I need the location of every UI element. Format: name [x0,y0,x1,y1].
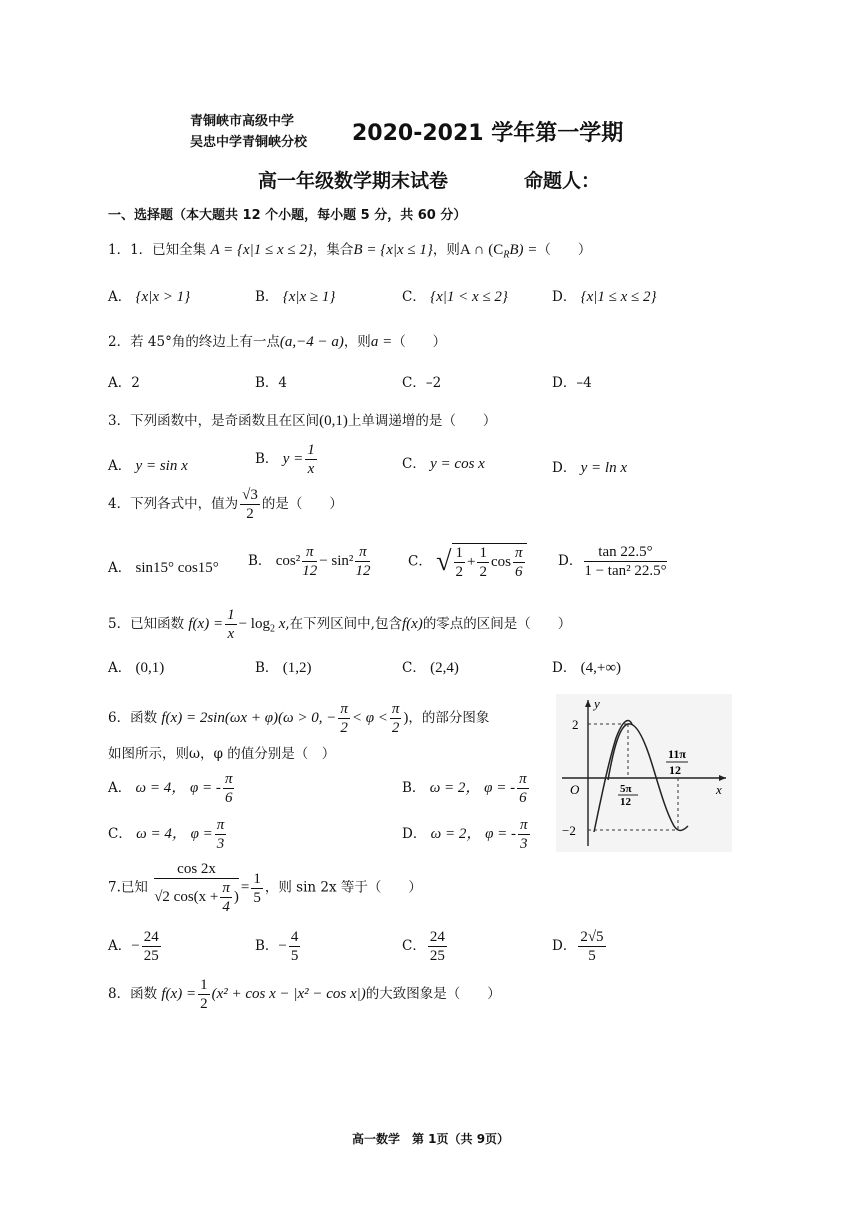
fraction-denominator: 3 [520,836,528,852]
math-expr: (a,−4 − a) [279,334,344,350]
fraction [223,770,235,807]
question-text: （ ） [537,242,592,258]
fraction [198,976,210,1013]
option-label: B． [255,375,279,391]
math-expr: B) = [509,242,538,258]
option-text: {x|1 < x ≤ 2} [430,289,508,305]
q5-option-b [255,656,311,677]
question-1 [108,238,591,261]
fraction-numerator: 4 [290,929,299,945]
fraction-numerator: 1 [455,545,464,561]
graph-background [556,694,732,852]
math-expr: cos [490,554,511,570]
q3-option-b [255,441,319,478]
question-text: ，则 sin 2x 等于（ ） [264,879,422,896]
page-footer: 高一数学 第 1页（共 9页） [352,1132,510,1146]
math-expr: f(x) [401,616,423,632]
q2-option-b [255,371,287,391]
question-2 [108,330,446,351]
section-title: 一、选择题（本大题共 12 个小题，每小题 5 分，共 60 分） [108,208,467,223]
question-4 [108,486,343,523]
option-label: A． [108,375,132,391]
option-text: ω = 4， φ = - [135,780,221,796]
question-6 [108,700,489,737]
fraction-numerator: cos 2x [154,860,239,879]
fraction-denominator: 3 [216,836,225,852]
q4-option-b [248,543,372,580]
origin-label: O [570,782,580,797]
fraction-denominator: 4 [222,899,230,915]
question-text: （ ） [392,334,447,350]
question-text: 函数 [130,710,158,726]
option-label: A． [108,560,132,576]
fraction-numerator: π [514,545,523,561]
question-text: 下列函数中，是奇函数且在区间 [130,413,320,429]
question-text: 若 45°角的终边上有一点 [130,334,280,350]
option-text: 4 [278,375,288,391]
zero-label-den: 12 [669,763,681,777]
fraction-numerator: π [222,880,230,896]
fraction [154,860,239,916]
math-expr: B = {x|x ≤ 1} [353,242,433,258]
option-text: sin15° cos15° [135,560,219,576]
question-number: 8． [108,986,131,1002]
y-max-label: 2 [572,717,579,732]
sqrt-body [452,543,527,581]
q4-option-a [108,556,219,577]
option-label: B． [255,289,279,305]
math-expr: − log [238,616,270,632]
question-number: 5． [108,616,131,632]
fraction [251,870,263,907]
fraction-denominator: 2 [391,720,400,736]
option-label: B． [248,553,272,569]
fraction [289,928,301,965]
option-text: ω = 2， φ = - [430,826,517,842]
fraction-denominator: 2 [479,564,487,580]
math-expr: A = {x|1 ≤ x ≤ 2} [210,242,313,258]
question-text: 已知 [120,879,148,896]
option-text: 2 [131,375,140,391]
math-expr: f(x) = [188,616,224,632]
term-title: 2020-2021 学年第一学期 [352,121,624,146]
option-text: (0,1) [135,660,165,676]
math-expr: f(x) = 2sin(ωx + φ)(ω > 0, − [161,710,337,726]
q3-option-d [552,456,627,477]
question-number: 6． [108,710,131,726]
y-axis-label: y [594,696,600,711]
question-text: 下列各式中，值为 [130,496,239,512]
option-label: A． [108,289,132,305]
sqrt-symbol: √ [436,546,452,577]
q3-option-c [402,452,485,473]
q5-option-c [402,656,459,677]
fraction [302,543,317,580]
fraction-denominator: 25 [143,948,159,964]
option-label: D． [558,553,583,569]
option-label: A． [108,458,132,474]
fraction-numerator: π [224,771,233,787]
question-number: 3． [108,413,131,429]
fraction-numerator: √3 [242,487,258,503]
fraction-numerator: 2√5 [580,929,604,945]
question-text: 已知函数 [130,616,185,632]
q3-option-a [108,454,188,475]
math-operator: − [278,938,287,954]
fraction-numerator: 24 [429,929,445,945]
math-expr: √2 [154,888,170,905]
option-text: {x|1 ≤ x ≤ 2} [580,289,657,305]
q4-option-c [408,543,527,581]
q7-option-d [552,928,608,965]
math-operator: − [131,938,140,954]
fraction-numerator: π [302,543,317,562]
option-text: y = [282,451,304,467]
q1-option-c [402,285,508,306]
fraction [517,770,529,807]
option-text: ω = 2， φ = - [429,780,516,796]
fraction [355,543,370,580]
x-axis-label: x [716,782,722,797]
option-text: y = sin x [135,458,188,474]
option-text: cos² [275,553,301,569]
question-7 [108,860,422,916]
q6-option-a [108,770,236,807]
option-label: B． [402,780,426,796]
question-text: 的是（ ） [261,496,343,512]
fraction-denominator: 6 [514,564,523,580]
school-name-1: 青铜峡市高级中学 [190,114,295,129]
fraction-numerator: π [340,701,348,717]
fraction-denominator: x [307,461,315,477]
math-operator: = [240,879,250,896]
fraction-numerator: π [216,817,225,833]
option-text: (4,+∞) [580,660,622,676]
question-text: 函数 [130,986,158,1002]
q6-option-b [402,770,531,807]
option-label: A． [108,660,132,676]
q2-option-c [402,371,441,391]
math-expr: a = [370,334,393,350]
q6-option-c [108,816,228,853]
q1-option-d [552,285,657,306]
question-text: ，集合 [312,242,354,258]
option-label: D． [552,289,577,305]
math-expr: f(x) = [161,986,197,1002]
fraction-denominator: 25 [429,948,445,964]
fraction-denominator [154,879,239,916]
fraction [305,441,317,478]
math-expr: ) [403,710,409,726]
math-sub: 2 [269,623,275,635]
question-8 [108,976,501,1013]
fraction [220,879,232,916]
option-label: C． [108,826,132,842]
question-number: 2． [108,334,131,350]
fraction [225,606,237,643]
q5-option-a [108,656,164,677]
fraction [518,816,530,853]
fraction [428,928,447,965]
fraction-denominator: 5 [290,948,299,964]
q4-option-d [558,543,669,580]
option-label: D． [552,938,577,954]
fraction-denominator: 12 [355,563,371,579]
q7-option-c [402,928,449,965]
fraction [142,928,161,965]
option-label: C． [408,553,432,570]
option-label: D． [552,375,577,391]
fraction-numerator: 1 [479,545,487,561]
question-text: ，则 [343,334,371,350]
option-text: –4 [576,375,592,391]
fraction-denominator: 2 [246,506,254,522]
fraction [390,700,402,737]
math-expr: A ∩ (C [459,242,504,258]
option-text: ω = 4， φ = [136,826,213,842]
fraction-numerator: tan 22.5° [584,543,666,562]
fraction-numerator: π [355,543,370,562]
option-label: B． [255,660,279,676]
question-text: ，则 [432,242,460,258]
option-label: B． [255,938,279,954]
question-text: 上单调递增的是（ ） [347,413,497,429]
question-text: 1．已知全集 [130,242,207,258]
math-expr: (x² + cos x − |x² − cos x|) [211,986,366,1002]
option-text: y = cos x [430,456,485,472]
option-text: {x|x > 1} [135,289,191,305]
fraction [578,928,605,965]
option-label: D． [552,660,577,676]
fraction-numerator: 24 [143,929,159,945]
option-text: y = ln x [580,460,627,476]
question-6-line2: 如图所示，则ω，φ 的值分别是（ ） [108,746,336,762]
math-operator: + [467,554,476,570]
fraction-denominator: 6 [519,790,527,806]
option-label: C． [402,375,426,391]
q7-option-a [108,928,163,965]
fraction-denominator: 2 [340,720,348,736]
q2-option-d [552,371,592,391]
option-text: − sin² [319,553,354,569]
fraction-numerator: 1 [253,870,261,887]
q5-option-d [552,656,621,677]
option-label: A． [108,938,132,954]
option-label: A． [108,780,132,796]
q6-option-d [402,816,532,853]
option-text: –2 [425,375,442,391]
question-number: 1． [108,242,131,258]
zero-label-num: 11π [668,747,686,761]
question-number: 4． [108,496,131,512]
question-text: 的大致图象是（ ） [365,986,501,1002]
math-expr: (0,1) [319,413,348,429]
fraction [240,486,260,523]
q2-option-a [108,371,140,391]
question-3 [108,409,496,430]
fraction-denominator: 5 [588,948,596,964]
q6-graph [556,694,732,852]
fraction-numerator: π [519,771,527,787]
fraction-numerator: 1 [307,442,315,458]
fraction-numerator: π [520,817,528,833]
fraction-denominator: 6 [224,790,233,806]
school-name-2: 吴忠中学青铜峡分校 [190,135,308,150]
fraction-denominator: 2 [455,564,464,580]
option-label: C． [402,938,426,954]
fraction-denominator: x [227,626,235,642]
question-5 [108,606,571,643]
option-label: C． [402,660,426,676]
math-sub: R [503,249,510,261]
math-expr: < φ < [351,710,388,726]
math-expr: x [274,616,286,632]
option-label: D． [402,826,427,842]
fraction-numerator: 1 [200,977,208,993]
fraction-denominator: 2 [200,996,208,1012]
exam-title: 高一年级数学期末试卷 [258,170,449,192]
math-expr: cos(x + [173,888,219,905]
option-text: (1,2) [282,660,312,676]
y-min-label: −2 [562,823,576,838]
peak-label-den: 12 [620,796,631,808]
fraction [454,544,466,581]
question-text: 的零点的区间是（ ） [422,616,572,632]
math-expr: ) [233,888,239,905]
fraction-denominator: 12 [302,563,318,579]
author-label: 命题人： [524,170,601,192]
question-text: ,在下列区间中,包含 [285,616,402,632]
fraction [477,544,489,581]
fraction [584,543,666,580]
option-text: {x|x ≥ 1} [282,289,336,305]
q7-option-b [255,928,302,965]
option-label: C． [402,456,426,472]
fraction-numerator: 1 [227,607,235,623]
q1-option-b [255,285,335,306]
peak-label-num: 5π [620,783,632,795]
fraction [513,544,525,581]
fraction [338,700,350,737]
fraction-denominator: 1 − tan² 22.5° [584,563,667,579]
fraction-denominator: 5 [253,889,261,906]
option-label: B． [255,451,279,467]
option-text: (2,4) [430,660,459,676]
option-label: D． [552,460,577,476]
q1-option-a [108,285,190,306]
fraction [215,816,227,853]
question-number: 7. [108,879,121,896]
fraction-numerator: π [391,701,400,717]
option-label: C． [402,289,426,305]
question-text: ，的部分图象 [408,710,490,726]
